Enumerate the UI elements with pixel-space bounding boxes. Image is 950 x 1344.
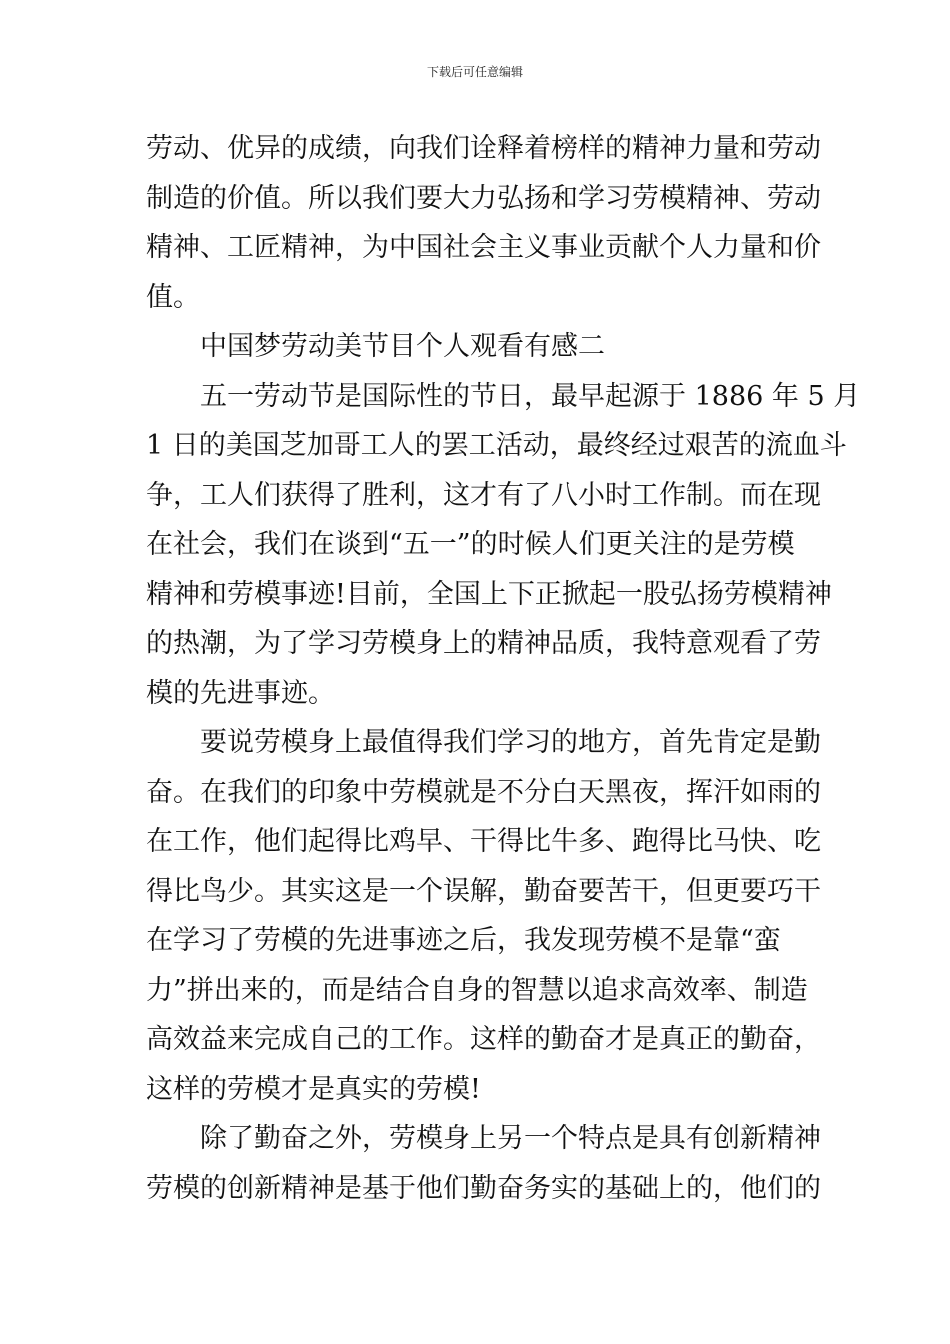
- document-body: [146, 124, 861, 1213]
- text-line: 精神和劳模事迹!目前，全国上下正掀起一股弘扬劳模精神: [146, 578, 832, 610]
- text-line: 奋。在我们的印象中劳模就是不分白天黑夜，挥汗如雨的: [146, 776, 821, 808]
- text-line: 五一劳动节是国际性的节日，最早起源于 1886 年 5 月: [200, 380, 861, 412]
- text-line: 在社会，我们在谈到“五一”的时候人们更关注的是劳模: [146, 529, 795, 560]
- text-line: 要说劳模身上最值得我们学习的地方，首先肯定是勤: [200, 727, 821, 758]
- text-line: 在工作，他们起得比鸡早、干得比牛多、跑得比马快、吃: [146, 826, 821, 857]
- text-line: 制造的价值。所以我们要大力弘扬和学习劳模精神、劳动: [146, 182, 821, 214]
- text-line: 1 日的美国芝加哥工人的罢工活动，最终经过艰苦的流血斗: [146, 430, 847, 461]
- text-line: 高效益来完成自己的工作。这样的勤奋才是真正的勤奋，: [146, 1024, 821, 1055]
- text-line: 中国梦劳动美节目个人观看有感二: [200, 331, 605, 362]
- text-line: 得比鸟少。其实这是一个误解，勤奋要苦干，但更要巧干: [146, 875, 821, 907]
- page-header: 下载后可任意编辑: [426, 65, 523, 79]
- text-line: 这样的劳模才是真实的劳模!: [146, 1073, 481, 1105]
- text-line: 模的先进事迹。: [146, 677, 335, 709]
- text-line: 除了勤奋之外，劳模身上另一个特点是具有创新精神: [200, 1123, 821, 1154]
- text-line: 的热潮，为了学习劳模身上的精神品质，我特意观看了劳: [146, 628, 821, 659]
- text-line: 力”拼出来的，而是结合自身的智慧以追求高效率、制造: [146, 974, 808, 1006]
- text-line: 精神、工匠精神，为中国社会主义事业贡献个人力量和价: [146, 232, 821, 263]
- text-line: 争，工人们获得了胜利，这才有了八小时工作制。而在现: [146, 479, 821, 511]
- text-line: 值。: [146, 281, 200, 313]
- text-line: 在学习了劳模的先进事迹之后，我发现劳模不是靠“蛮: [146, 925, 781, 956]
- text-line: 劳模的创新精神是基于他们勤奋务实的基础上的，他们的: [146, 1172, 821, 1204]
- text-line: 劳动、优异的成绩，向我们诠释着榜样的精神力量和劳动: [146, 133, 821, 164]
